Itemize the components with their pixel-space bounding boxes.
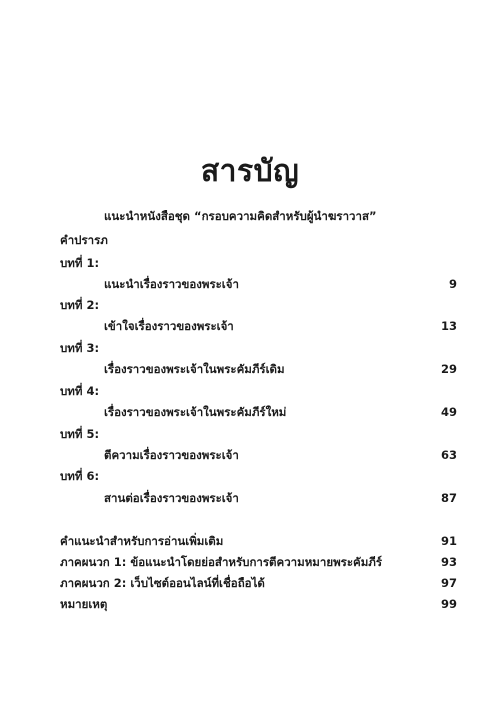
- backmatter-title: ภาคผนวก 2: เว็บไซต์ออนไลน์ที่เชื่อถือได้: [60, 576, 265, 590]
- page-number: 87: [440, 491, 457, 505]
- chapter-label: บทที่ 2:: [60, 298, 100, 312]
- chapter-title: เรื่องราวของพระเจ้าในพระคัมภีร์เดิม: [104, 362, 285, 376]
- toc-intro: แนะนำหนังสือชุด “กรอบความคิดสำหรับผู้นำฆราวาส”: [104, 209, 377, 223]
- page-number: 49: [440, 405, 457, 419]
- page-number: 99: [440, 597, 457, 611]
- chapter-title: เรื่องราวของพระเจ้าในพระคัมภีร์ใหม่: [104, 405, 287, 419]
- chapter-label: บทที่ 6:: [60, 469, 100, 483]
- page-number: 91: [440, 534, 457, 548]
- chapter-title: สานต่อเรื่องราวของพระเจ้า: [104, 491, 239, 505]
- page-number: 97: [440, 576, 457, 590]
- page-number: 9: [448, 277, 457, 291]
- chapter-title: แนะนำเรื่องราวของพระเจ้า: [104, 277, 239, 291]
- chapter-label: บทที่ 4:: [60, 384, 100, 398]
- page-number: 63: [440, 448, 457, 462]
- toc-preface: คำปรารภ: [60, 233, 108, 247]
- page-number: 13: [440, 319, 457, 333]
- chapter-title: ตีความเรื่องราวของพระเจ้า: [104, 448, 239, 462]
- page-title: สารบัญ: [200, 154, 300, 189]
- backmatter-title: ภาคผนวก 1: ข้อแนะนำโดยย่อสำหรับการตีความหมายพระคัมภีร์: [60, 555, 383, 569]
- backmatter-title: คำแนะนำสำหรับการอ่านเพิ่มเติม: [60, 534, 224, 548]
- chapter-label: บทที่ 3:: [60, 341, 100, 355]
- page-number: 93: [440, 555, 457, 569]
- chapter-label: บทที่ 5:: [60, 427, 100, 441]
- chapter-label: บทที่ 1:: [60, 256, 100, 270]
- chapter-title: เข้าใจเรื่องราวของพระเจ้า: [104, 319, 234, 333]
- page-number: 29: [440, 362, 457, 376]
- backmatter-title: หมายเหตุ: [60, 597, 108, 611]
